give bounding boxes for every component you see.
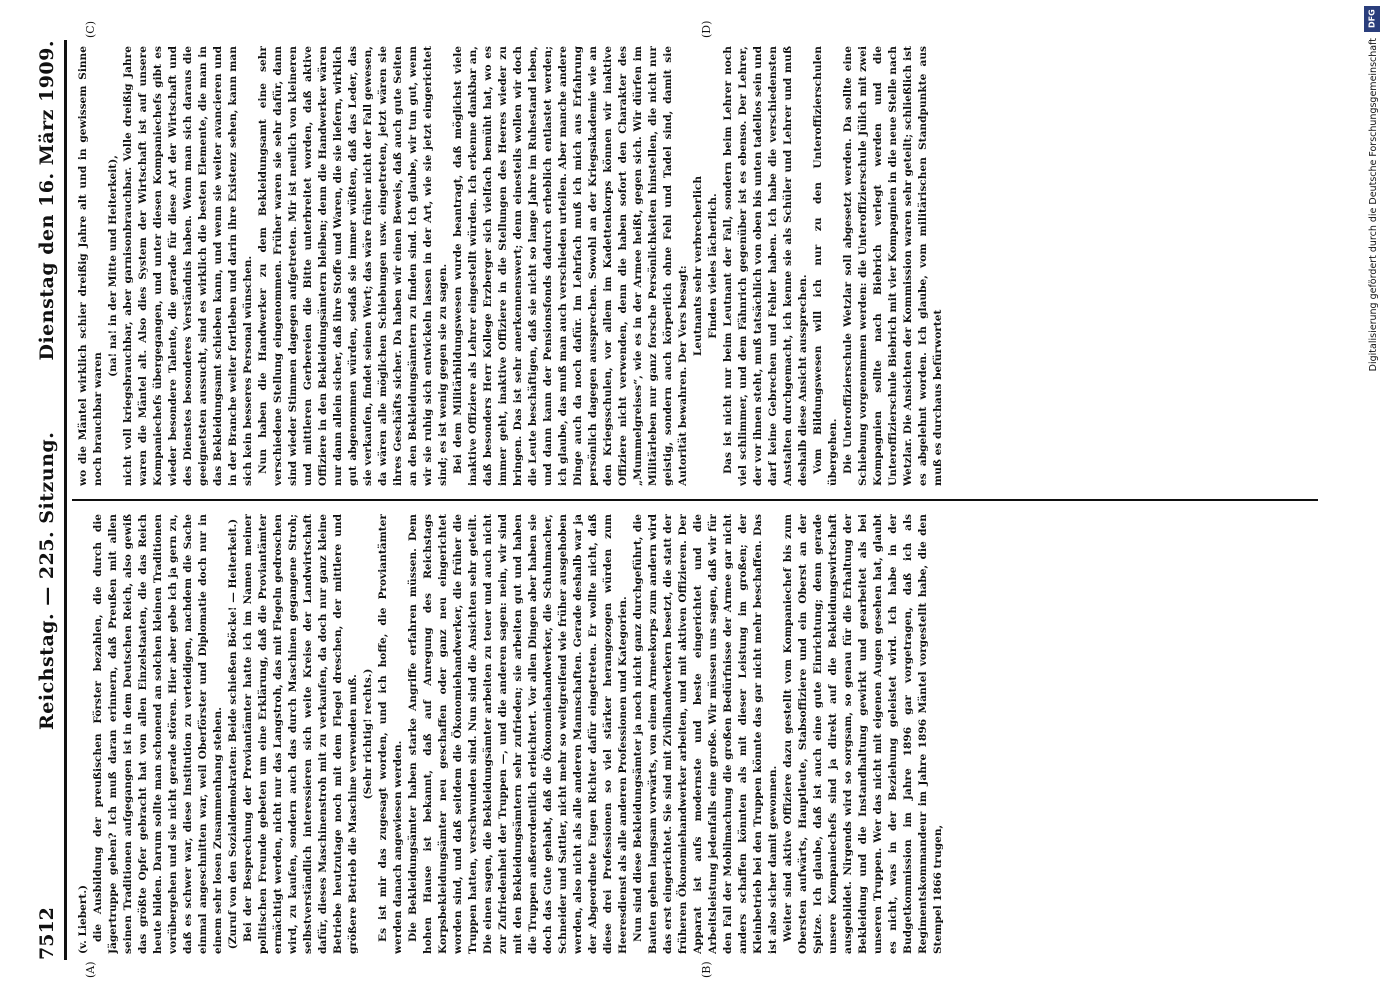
section-marker-a: (A)	[84, 961, 97, 978]
paragraph: Bei dem Militärbildungswesen wurde beantragt, daß möglichst viele inaktive Offiziere als Lehrer eingestellt würden. Ich erkenne dankbar an, daß besonders Herr Kollege Erzberger sich vielfach bemüht hat, wo es immer geht, inaktive Offiziere in die Stellungen des Heeres wieder zu bringen. Das ist sehr anerkennenswert; denn einesteils wollen wir doch die Leute beschäftigen, daß sie nicht so lange Jahre im Ruhestand leben, und dann kann der Pensionsfonds dadurch erheblich entlastet werden; ich glaube, das muß man auch verschieden urteilen. Aber manche andere Dinge auch da noch dafür. Im Lehrfach muß ich mich aus Erfahrung persönlich dagegen aussprechen. Sowohl an der Kriegsakademie wie an den Kriegsschulen, vor allem im Kadettenkorps können wir inaktive Offiziere nicht verwenden, denn die haben sofort den Charakter des „Mummelgreises“, wie es in der Armee heißt, gegen sich. Wir dürfen im Militärleben nur ganz forsche Persönlichkeiten hinstellen, die nicht nur geistig, sondern auch körperlich ohne Fehl und Tadel sind, damit sie Autorität bewahren. Der Vers besagt:	[452, 46, 689, 486]
paragraph: (v. Liebert.)	[77, 884, 89, 954]
paragraph: Die Bekleidungsämter haben starke Angriffe erfahren müssen. Dem hohen Hause ist bekannt, daß auf Anregung des Reichstags Korpsbekleidungsämter neu geschaffen oder ganz neu eingerichtet worden sind, und daß seitdem die Ökonomiehandwerker, die früher die Truppen hatten, verschwunden sind. Nun sind die Ansichten sehr geteilt. Die einen sagen, die Bekleidungsämter arbeiten zu teuer und auch nicht zur Zufriedenheit der Truppen —, und die anderen sagen: nein, wir sind mit den Bekleidungsämtern sehr zufrieden; sie arbeiten gut und haben die Truppen außerordentlich erleichtert. Vor allen Dingen aber haben sie doch das Gute gehabt, daß die Ökonomiehandwerker, die Schuhmacher, Schneider und Sattler, nicht mehr so weitgreifend wie früher ausgehoben werden, also nicht als alle anderen Mannschaften. Gerade deshalb war ja der Abgeordnete Eugen Richter dafür eingetreten. Er wollte nicht, daß diese drei Professionen so viel stärker herangezogen würden zum Heeresdienst als alle anderen Professionen und Kategorien.	[407, 514, 629, 954]
left-column	[76, 514, 1316, 954]
dfg-logo: DFG	[1364, 6, 1380, 32]
interjection: (na! na! in der Mitte und Heiterkeit),	[107, 155, 119, 377]
paragraph: Weiter sind aktive Offiziere dazu gestellt vom Kompaniechef bis zum Obersten aufwärts, Hauptleute, Stabsoffiziere und ein Oberst an der Spitze. Ich glaube, daß ist auch eine gute Einrichtung; denn gerade unsere Kompaniechefs sind ja direkt auf die Bekleidungswirtschaft ausgebildet. Nirgends wird so sorgsam, so genau für die Erhaltung der Bekleidung und die Instandhaltung gewirkt und gearbeitet als bei unseren Truppen. Wer das nicht mit eigenen Augen gesehen hat, glaubt es nicht, was in der Beziehung geleistet wird. Ich habe in der Budgetkommission im Jahre 1896 gar vorgetragen, daß ich als Regimentskommandeur im Jahre 1896 Mäntel vorgestellt habe, die den Stempel 1866 trugen,	[782, 514, 944, 954]
section-marker-d: (D)	[700, 20, 713, 38]
page-number: 7512	[36, 907, 58, 960]
paragraph: Bei der Besprechung der Proviantämter hatte ich im Namen meiner politischen Freunde gebeten um eine Erklärung, daß die Proviantämter ermächtigt werden, nicht nur das Langstroh, das mit Flegeln gedroschen wird, zu kaufen, sondern auch das durch Maschinen gegangene Stroh; selbstverständlich interessieren sich weite Kreise der Landwirtschaft dafür, dieses Maschinenstroh mit zu verkaufen, da doch nur ganz kleine Betriebe heutzutage noch mit dem Flegel dreschen, der mittlere und größere Betrieb die Maschine verwenden muß.	[242, 514, 359, 954]
right-column	[76, 46, 1316, 486]
paragraph: Das ist nicht nur beim Leutnant der Fall, sondern beim Lehrer noch viel schlimmer, und dem Fähnrich gegenüber ist es ebenso. Der Lehrer, der vor ihnen steht, muß tatsächlich von oben bis unten tadellos sein und darf keine Gebrechen und Fehler haben. Ich habe die verschiedensten Anstalten durchgemacht, ich kenne sie als Schüler und Lehrer und muß deshalb diese Ansicht aussprechen.	[722, 46, 809, 486]
section-marker-c: (C)	[84, 21, 97, 38]
paragraph: Nun haben die Handwerker zu dem Bekleidungsamt eine sehr verschiedene Stellung eingenommen. Früher waren sie sehr dafür, dann sind wieder Stimmen dagegen aufgetreten. Mir ist neulich von kleineren und mittleren Gerbereien die Bitte unterbreitet worden, daß aktive Offiziere in den Bekleidungsämtern bleiben; denn die Handwerker wären nur dann allein sicher, daß ihre Stoffe und Waren, die sie liefern, wirklich gut abgenommen würden, sodaß sie immer wüßten, daß das Leder, das sie verkaufen, findet seinen Wert; das wäre früher nicht der Fall gewesen, da wären alle möglichen Schiebungen usw. eingetreten, jetzt wären sie ihres Geschäfts sicher. Da haben wir einen Beweis, daß auch gute Seiten an den Bekleidungsämtern zu finden sind. Ich glaube, wir tun gut, wenn wir sie ruhig sich entwickeln lassen in der Art, wie sie jetzt eingerichtet sind; es ist wenig gegen sie zu sagen.	[257, 46, 449, 486]
interjection: Finden vieles lächerlich.	[707, 193, 719, 339]
paragraph: Die Unteroffizierschule Wetzlar soll abgesetzt werden. Da sollte eine Schiebung vorgenommen werden: die Unteroffizierschule Jülich mit zwei Kompagnien sollte nach Biebrich verlegt werden und die Unteroffizierschule Biebrich mit vier Kompagnien in die neue Stelle nach Wetzlar. Die Ansichten der Kommission waren sehr geteilt; schließlich ist es abgelehnt worden. Ich glaube, vom militärischen Standpunkte aus muß es durchaus befürwortet	[842, 46, 944, 486]
interjection: Leutnants sehr verbrecherlich	[692, 175, 704, 357]
paragraph: Es ist mir das zugesagt worden, und ich hoffe, die Proviantämter werden danach angewiesen werden.	[377, 514, 404, 954]
header-rule	[64, 40, 67, 960]
digitization-sidebar	[1361, 0, 1383, 1000]
funding-notice: Digitalisierung gefördert durch die Deutsche Forschungsgemeinschaft	[1368, 38, 1379, 372]
paragraph: wo die Mäntel wirklich schier dreißig Jahre alt und in gewissem Sinne noch brauchbar waren	[77, 46, 104, 486]
page-header	[28, 40, 68, 960]
session-title: Reichstag. — 225. Sitzung.	[36, 431, 58, 730]
interjection: (Zuruf von den Sozialdemokraten: Beide schießen Böcke! — Heiterkeit.)	[227, 518, 239, 950]
paragraph: Vom Bildungswesen will ich nur zu den Unteroffizierschulen übergehen.	[812, 46, 839, 486]
paragraph: die Ausbildung der preußischen Förster bezahlen, die durch die Jägertruppe gehen? Ich muß daran erinnern, daß Preußen mit allen seinen Traditionen aufgegangen ist in dem Deutschen Reich, also gewiß das größte Opfer gebracht hat von allen Einzelstaaten, die das Reich heute bilden. Darum sollte man schonend an solchen kleinen Traditionen vorübergehen und sie nicht gerade stören. Hier aber gebe ich ja gern zu, daß es schwer war, diese Institution zu verteidigen, nachdem die Sache einmal angeschnitten war, weil Oberförster und Diplomatie doch nur in einem sehr losen Zusammenhang stehen.	[92, 514, 224, 954]
paragraph: nicht voll kriegsbrauchbar, aber garnisonbrauchbar. Volle dreißig Jahre waren die Mäntel alt. Also dies System der Wirtschaft ist auf unsere Kompaniechefs übergegangen, und unter diesen Kompaniechefs gibt es wieder besondere Talente, die gerade für diese Art der Wirtschaft und des Dienstes besonderes Verständnis haben. Wenn man sich daraus die geeignetsten aussucht, sind es wirklich die besten Elemente, die man in das Bekleidungsamt schieben kann, und wenn sie weiter avancieren und in der Branche weiter fortleben und darin ihre Existenz sehen, kann man sich kein besseres Personal wünschen.	[122, 46, 254, 486]
interjection: (Sehr richtig! rechts.)	[362, 668, 374, 800]
session-date: Dienstag den 16. März 1909.	[36, 40, 58, 361]
paragraph: Nun sind diese Bekleidungsämter ja noch nicht ganz durchgeführt, die Bauten gehen langsam vorwärts, von einem Armeekorps zum andern wird das erst eingerichtet. Sie sind mit Zivilhandwerkern besetzt, die statt der früheren Ökonomiehandwerker arbeiten, und mit aktiven Offizieren. Der Apparat ist aufs modernste und beste eingerichtet und die Arbeitsleistung jedenfalls eine große. Wir müssen uns sagen, daß wir für den Fall der Mobilmachung die großen Bedürfnisse der Armee gar nicht anders schaffen könnten als mit dieser Leistung im großen; der Kleinbetrieb bei den Truppen könnte das gar nicht mehr beschaffen. Das ist also sicher damit gewonnen.	[632, 514, 779, 954]
column-rule	[72, 499, 1318, 501]
section-marker-b: (B)	[700, 961, 713, 978]
